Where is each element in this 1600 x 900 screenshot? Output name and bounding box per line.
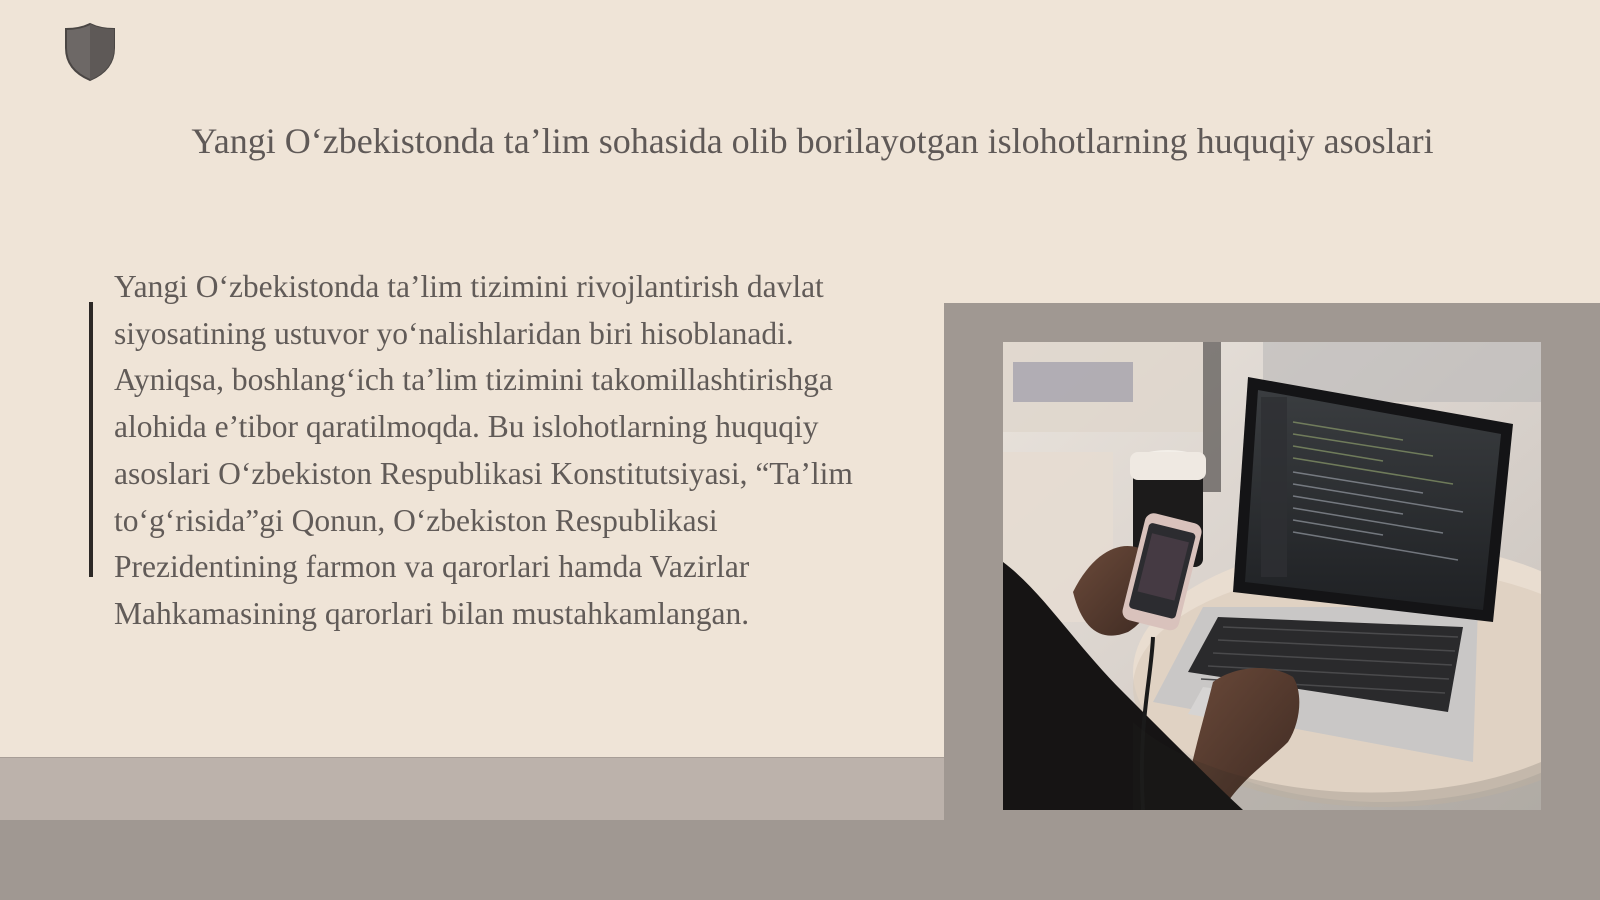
body-line: alohida e’tibor qaratilmoqda. Bu islohotlarning huquqiy (114, 409, 819, 445)
body-line: Yangi O‘zbekistonda ta’lim tizimini rivojlantirish davlat (114, 269, 824, 304)
body-paragraph (114, 264, 914, 638)
body-line: to‘g‘risida”gi Qonun, O‘zbekiston Respublikasi (114, 502, 718, 538)
body-line: Mahkamasining qarorlari bilan mustahkamlangan. (114, 595, 750, 631)
slide-title: Yangi O‘zbekistonda ta’lim sohasida olib borilayotgan islohotlarning huquqiy asoslari (191, 121, 1434, 161)
shield-icon (64, 22, 116, 82)
quote-accent-bar (89, 302, 93, 577)
footer-band-light (0, 758, 944, 820)
laptop-phone-photo (1003, 342, 1541, 810)
body-line: asoslari O‘zbekiston Respublikasi Konstitutsiyasi, “Ta’lim (114, 455, 853, 491)
body-line: Prezidentining farmon va qarorlari hamda Vazirlar (114, 549, 750, 585)
body-line: Ayniqsa, boshlang‘ich ta’lim tizimini takomillashtirishga (114, 362, 833, 398)
footer-band-dark (0, 820, 1600, 900)
body-line: siyosatining ustuvor yo‘nalishlaridan biri hisoblanadi. (114, 315, 794, 351)
